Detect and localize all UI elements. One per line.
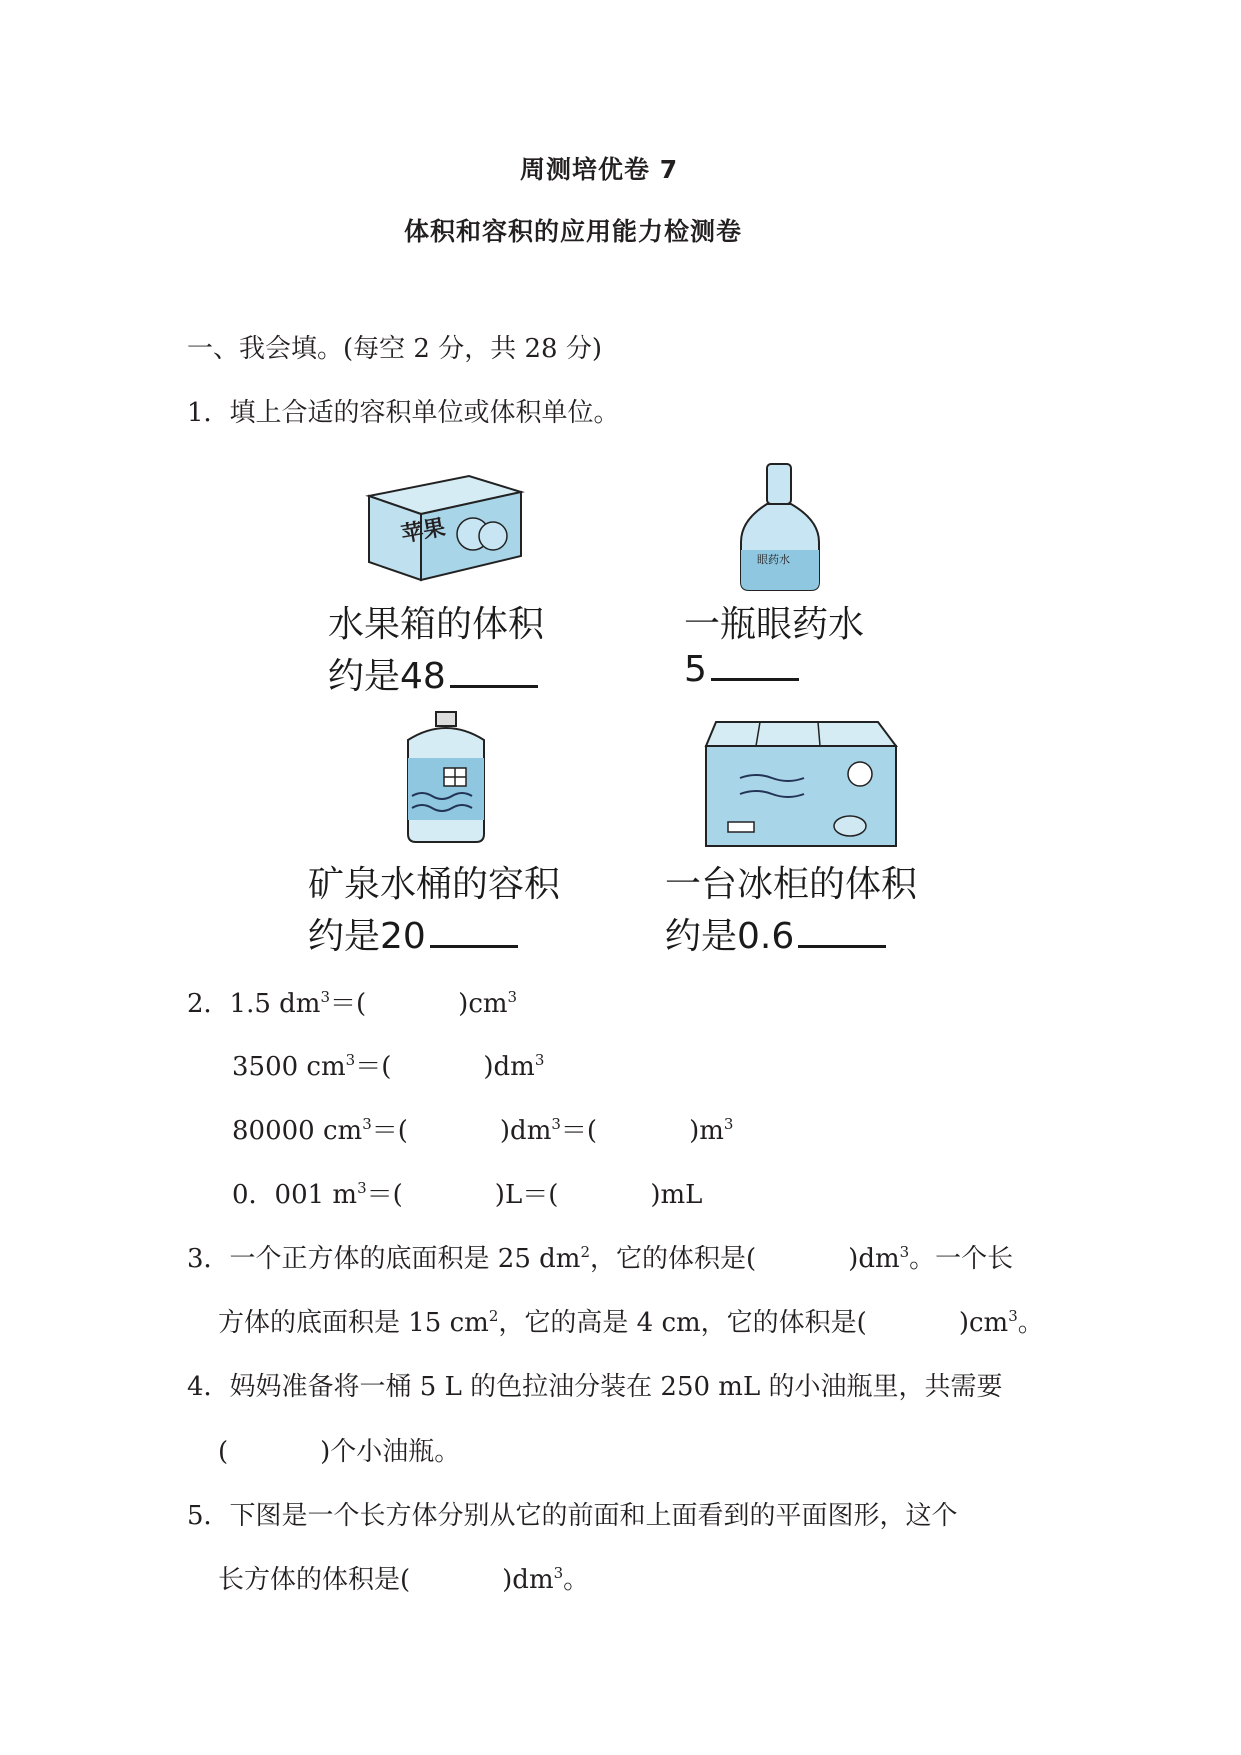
freezer-icon — [700, 718, 900, 850]
caption-water-jug-line2: 约是20 — [308, 908, 518, 959]
question-3-line-1: 3．一个正方体的底面积是 25 $dm^2$，它的体积是( )$dm^3$。一个长 — [187, 1243, 1014, 1274]
caption-freezer-line2: 约是0.6 — [665, 908, 886, 959]
question-2-row-4: 0．001 $m^3=$( )L＝( )mL — [232, 1179, 703, 1210]
section-heading: 一、我会填。(每空 2 分，共 28 分) — [187, 334, 602, 364]
caption-eye-drop-line2: 5 — [684, 648, 799, 690]
answer-blank[interactable] — [798, 915, 886, 948]
answer-blank[interactable] — [450, 655, 538, 688]
caption-water-jug-line1: 矿泉水桶的容积 — [308, 864, 561, 905]
question-4-line-2: ( )个小油瓶。 — [218, 1437, 461, 1467]
caption-eye-drop-line1: 一瓶眼药水 — [684, 604, 865, 645]
answer-blank[interactable] — [430, 915, 518, 948]
caption-fruit-box-line1: 水果箱的体积 — [328, 604, 545, 645]
question-1-stem: 1．填上合适的容积单位或体积单位。 — [187, 398, 620, 428]
caption-fruit-box-line2: 约是48 — [328, 648, 538, 699]
page-subtitle: 体积和容积的应用能力检测卷 — [404, 217, 743, 246]
question-2-row-2: 3500 $cm^3=$( )$dm^3$ — [232, 1051, 545, 1082]
eye-drop-bottle-label: 眼药水 — [757, 553, 790, 566]
apple-box-label: 苹果 — [399, 515, 448, 548]
caption-freezer-line1: 一台冰柜的体积 — [665, 864, 918, 905]
question-2-row-1: 2．1.5 $dm^3=$( )$cm^3$ — [187, 988, 518, 1019]
question-5-line-2: 长方体的体积是( )$dm^3$。 — [218, 1564, 590, 1595]
question-3-line-2: 方体的底面积是 15 $cm^2$，它的高是 4 cm，它的体积是( )$cm^3$。 — [218, 1307, 1044, 1338]
answer-blank[interactable] — [711, 648, 799, 681]
question-2-row-3: 80000 $cm^3=$( )$dm^3=$( )$m^3$ — [232, 1115, 734, 1146]
question-5-line-1: 5．下图是一个长方体分别从它的前面和上面看到的平面图形，这个 — [187, 1501, 958, 1531]
eye-drop-bottle-icon — [735, 462, 825, 592]
page-title: 周测培优卷 7 — [520, 155, 679, 184]
water-jug-icon — [398, 710, 494, 844]
question-4-line-1: 4．妈妈准备将一桶 5 L 的色拉油分装在 250 mL 的小油瓶里，共需要 — [187, 1372, 1003, 1402]
